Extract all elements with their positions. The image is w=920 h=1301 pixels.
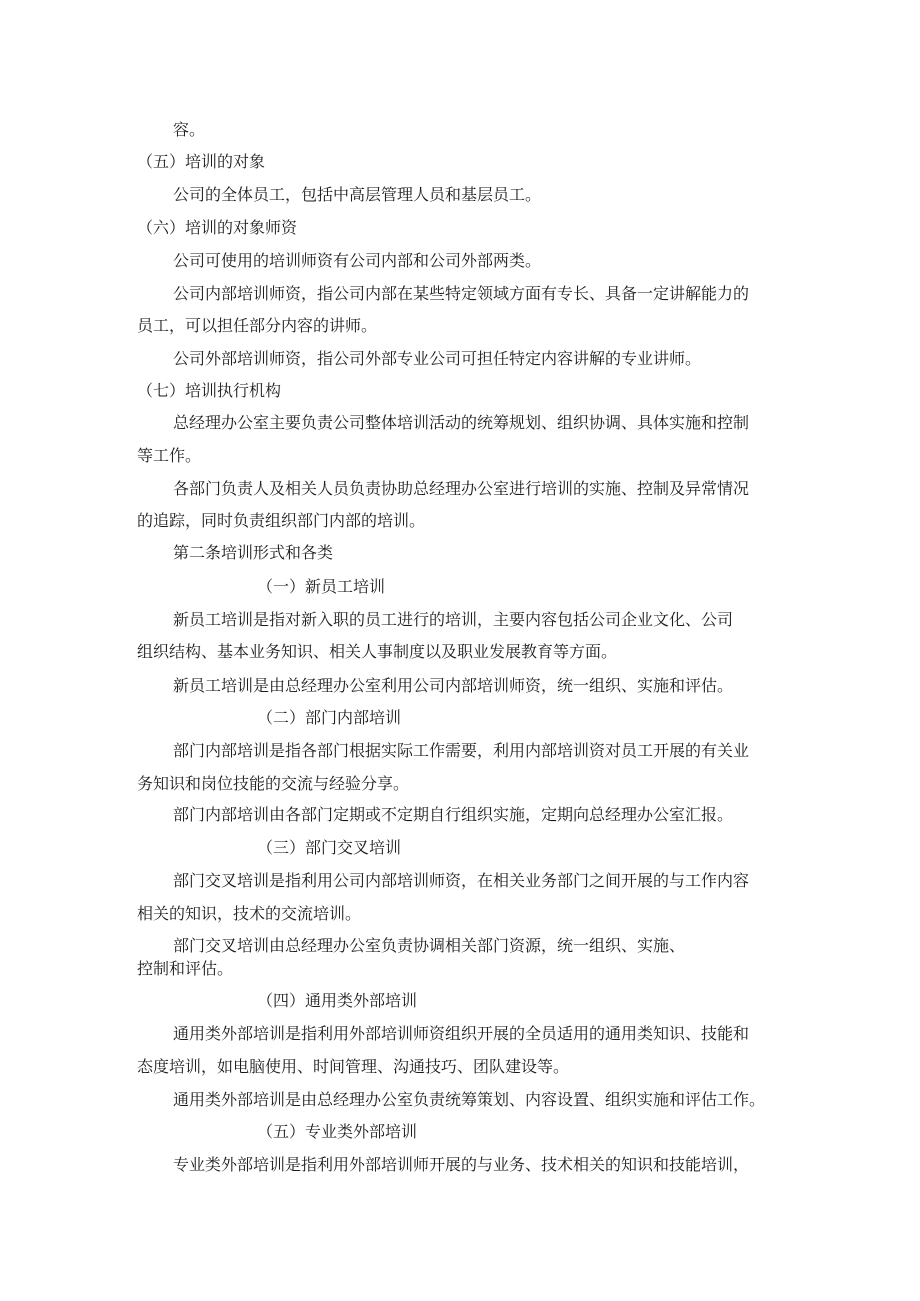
article-heading: 第二条培训形式和各类 (173, 543, 334, 562)
section-heading: （四）通用类外部培训 (257, 991, 418, 1010)
section-heading: （一）新员工培训 (257, 577, 386, 596)
text-line: 通用类外部培训是由总经理办公室负责统筹策划、内容设置、组织实施和评估工作。 (173, 1090, 766, 1109)
text-line: 新员工培训是由总经理办公室利用公司内部培训师资，统一组织、实施和评估。 (173, 676, 734, 695)
text-line: 部门内部培训是指各部门根据实际工作需要，利用内部培训资对员工开展的有关业 (173, 741, 750, 760)
text-line: 公司外部培训师资，指公司外部专业公司可担任特定内容讲解的专业讲师。 (173, 349, 702, 368)
text-line: 部门交叉培训是指利用公司内部培训师资，在相关业务部门之间开展的与工作内容 (173, 871, 750, 890)
text-line: 等工作。 (137, 446, 202, 465)
text-line: 务知识和岗位技能的交流与经验分享。 (137, 774, 410, 793)
section-heading: （五）专业类外部培训 (257, 1122, 418, 1141)
section-heading: （六）培训的对象师资 (137, 218, 298, 237)
text-line: 组织结构、基本业务知识、相关人事制度以及职业发展教育等方面。 (137, 642, 618, 661)
text-line: 部门内部培训由各部门定期或不定期自行组织实施，定期向总经理办公室汇报。 (173, 805, 734, 824)
text-line: 态度培训，如电脑使用、时间管理、沟通技巧、团队建设等。 (137, 1057, 570, 1076)
text-line: 员工，可以担任部分内容的讲师。 (137, 316, 378, 335)
text-line: 总经理办公室主要负责公司整体培训活动的统筹规划、组织协调、具体实施和控制 (173, 413, 750, 432)
text-line: 公司的全体员工，包括中高层管理人员和基层员工。 (173, 185, 542, 204)
text-line: 公司内部培训师资，指公司内部在某些特定领域方面有专长、具备一定讲解能力的 (173, 284, 750, 303)
text-line: 容。 (173, 120, 206, 139)
section-heading: （七）培训执行机构 (137, 381, 282, 400)
text-line: 的追踪，同时负责组织部门内部的培训。 (137, 511, 426, 530)
text-line: 专业类外部培训是指利用外部培训师开展的与业务、技术相关的知识和技能培训， (173, 1155, 750, 1174)
text-line: 新员工培训是指对新入职的员工进行的培训，主要内容包括公司企业文化、公司 (173, 610, 734, 629)
section-heading: （二）部门内部培训 (257, 708, 402, 727)
text-line: 相关的知识，技术的交流培训。 (137, 904, 362, 923)
section-heading: （五）培训的对象 (137, 152, 266, 171)
text-line: 部门交叉培训由总经理办公室负责协调相关部门资源，统一组织、实施、 (173, 936, 686, 955)
text-line: 各部门负责人及相关人员负责协助总经理办公室进行培训的实施、控制及异常情况 (173, 479, 750, 498)
text-line: 控制和评估。 (137, 959, 234, 978)
text-line: 通用类外部培训是指利用外部培训师资组织开展的全员适用的通用类知识、技能和 (173, 1024, 750, 1043)
section-heading: （三）部门交叉培训 (257, 838, 402, 857)
text-line: 公司可使用的培训师资有公司内部和公司外部两类。 (173, 251, 542, 270)
